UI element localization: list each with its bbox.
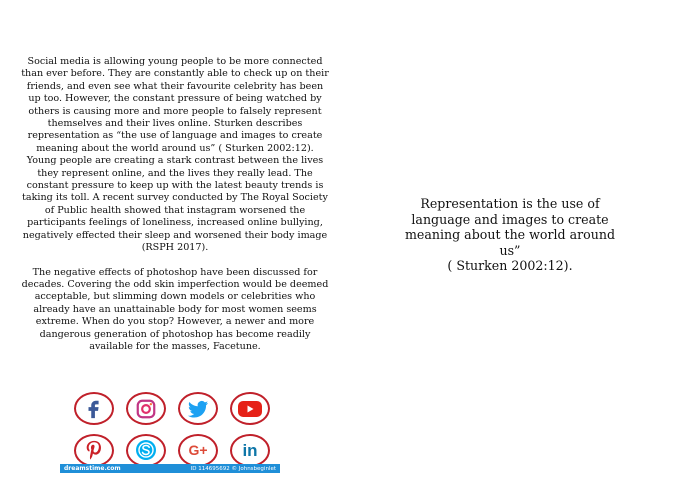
linkedin-label: in — [242, 441, 258, 460]
google-plus-label: G+ — [188, 442, 208, 458]
skype-icon — [126, 434, 166, 467]
youtube-icon — [230, 392, 270, 425]
stock-watermark-bar — [60, 464, 280, 473]
quote-citation: ( Sturken 2002:12). — [447, 258, 573, 274]
left-page-text — [20, 56, 330, 353]
paragraph-social-media: Social media is allowing young people to be more connected than ever before. They are constantly able to check up on their friends, and even see what their favourite celebrity has been up too. However, the constant pressure of being watched by others is causing more and more people to falsely represent themselves and their lives online. Sturken describes representation as “the use of language and images to create meaning about the world around us” ( Sturken 2002:12). Young people are creating a stark contrast between the lives they represent online, and the lives they really lead. The constant pressure to keep up with the latest beauty trends is taking its toll. A recent survey conducted by The Royal Society of Public health showed that instagram worsened the participants feelings of loneliness, increased online bullying, negatively effected their sleep and worsened their body image (RSPH 2017). — [21, 56, 329, 254]
twitter-icon — [178, 392, 218, 425]
social-media-icons — [66, 386, 277, 471]
image-id: ID 114695692 © Johnsbeginlet — [190, 465, 276, 472]
paragraph-photoshop: The negative effects of photoshop have been discussed for decades. Covering the odd skin imperfection would be deemed acceptable, but slimming down models or celebrities who already have an unattainable body for most women seems extreme. When do you stop? However, a newer and more dangerous generation of photoshop has become readily available for the masses, Facetune. — [21, 266, 329, 352]
right-page-quote — [400, 196, 620, 274]
pinterest-icon — [74, 434, 114, 467]
dreamstime-logo: dreamstime.com — [64, 465, 121, 472]
instagram-icon — [126, 392, 166, 425]
representation-quote: Representation is the use of language and images to create meaning about the world around us” — [404, 196, 616, 258]
linkedin-icon — [230, 434, 270, 467]
google-plus-icon — [178, 434, 218, 467]
facebook-icon — [74, 392, 114, 425]
